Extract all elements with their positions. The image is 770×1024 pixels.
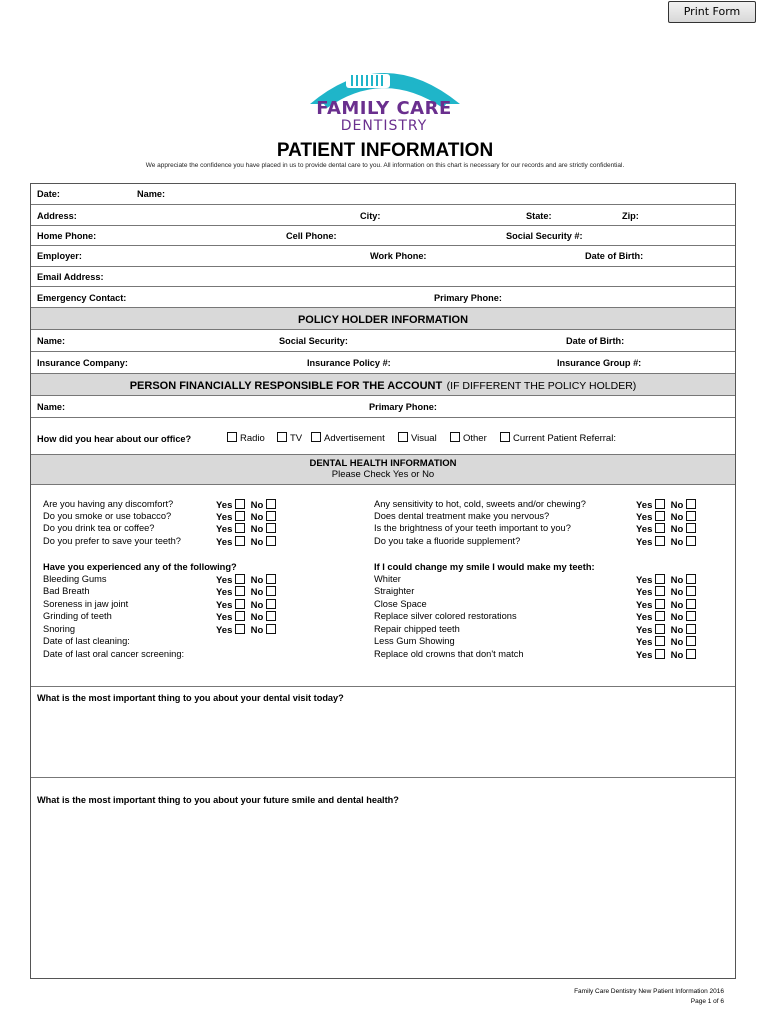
yes-no-brightness: Yes No [636,523,699,535]
email-field[interactable]: Email Address: [37,272,104,282]
yes-checkbox[interactable] [655,523,665,533]
yes-no-save-teeth: Yes No [216,536,279,548]
policy-holder-title: POLICY HOLDER INFORMATION [297,314,469,326]
yes-checkbox[interactable] [655,636,665,646]
dental-questions [31,485,735,687]
yes-checkbox[interactable] [655,574,665,584]
yes-checkbox[interactable] [655,511,665,521]
date-field[interactable]: Date: [37,189,60,199]
yes-no-fluoride: Yes No [636,536,699,548]
experienced-heading: Have you experienced any of the following? [43,562,237,572]
logo [284,60,484,138]
policy-dob-field[interactable]: Date of Birth: [566,336,625,346]
dob-field[interactable]: Date of Birth: [585,251,644,261]
question-save-teeth: Do you prefer to save your teeth? [43,536,181,546]
yes-checkbox[interactable] [655,536,665,546]
logo-line1: FAMILY CARE [316,98,452,119]
referral-question: How did you hear about our office? [37,434,192,444]
future-smile-label: What is the most important thing to you about your future smile and dental health? [37,795,399,805]
yes-checkbox[interactable] [655,599,665,609]
no-checkbox[interactable] [686,511,696,521]
question-discomfort: Are you having any discomfort? [43,499,174,509]
yes-checkbox[interactable] [235,599,245,609]
question-jaw-soreness: Soreness in jaw joint [43,599,129,609]
footer-title: Family Care Dentistry New Patient Information 2016 [574,988,724,995]
no-checkbox[interactable] [686,586,696,596]
question-tea-coffee: Do you drink tea or coffee? [43,523,155,533]
no-checkbox[interactable] [686,574,696,584]
no-checkbox[interactable] [686,649,696,659]
yes-checkbox[interactable] [655,499,665,509]
footer-page-number: Page 1 of 6 [690,998,724,1005]
no-checkbox[interactable] [266,574,276,584]
referral-other[interactable]: Other [450,432,487,444]
last-cleaning-field[interactable]: Date of last cleaning: [43,636,130,646]
responsible-title-note: (IF DIFFERENT THE POLICY HOLDER) [446,380,637,392]
no-checkbox[interactable] [266,611,276,621]
row-address [31,205,735,226]
option-close-space: Close Space [374,599,427,609]
ssn-field[interactable]: Social Security #: [506,231,583,241]
yes-no-straighter: Yes No [636,586,699,598]
no-checkbox[interactable] [686,536,696,546]
yes-no-bleeding-gums: Yes No [216,574,279,586]
yes-checkbox[interactable] [235,511,245,521]
option-repair-chipped: Repair chipped teeth [374,624,460,634]
insurance-group-field[interactable]: Insurance Group #: [557,358,642,368]
responsible-title: PERSON FINANCIALLY RESPONSIBLE FOR THE ACCOUNT [129,380,443,392]
no-checkbox[interactable] [686,599,696,609]
yes-no-bad-breath: Yes No [216,586,279,598]
yes-checkbox[interactable] [235,536,245,546]
yes-no-whiter: Yes No [636,574,699,586]
visit-today-question[interactable] [31,687,735,778]
row-referral [31,418,735,455]
no-checkbox[interactable] [266,523,276,533]
checkbox-icon[interactable] [311,432,321,442]
yes-no-close-space: Yes No [636,599,699,611]
referral-visual[interactable]: Visual [398,432,437,444]
yes-no-snoring: Yes No [216,624,279,636]
question-bleeding-gums: Bleeding Gums [43,574,107,584]
yes-checkbox[interactable] [655,586,665,596]
checkbox-icon[interactable] [227,432,237,442]
referral-tv[interactable]: TV [277,432,302,444]
yes-no-replace-crowns: Yes No [636,649,699,661]
yes-no-discomfort: Yes No [216,499,279,511]
primary-phone-field[interactable]: Primary Phone: [434,293,502,303]
yes-checkbox[interactable] [235,611,245,621]
insurance-company-field[interactable]: Insurance Company: [37,358,128,368]
dental-title: DENTAL HEALTH INFORMATION [309,458,457,469]
option-straighter: Straighter [374,586,415,596]
yes-checkbox[interactable] [235,523,245,533]
referral-current-patient[interactable]: Current Patient Referral: [500,432,616,444]
yes-no-less-gum: Yes No [636,636,699,648]
no-checkbox[interactable] [266,624,276,634]
dental-header [31,455,735,485]
question-snoring: Snoring [43,624,76,634]
dental-note: Please Check Yes or No [331,469,435,480]
option-replace-silver: Replace silver colored restorations [374,611,517,621]
question-brightness: Is the brightness of your teeth important to you? [374,523,571,533]
name-field[interactable]: Name: [137,189,166,199]
no-checkbox[interactable] [686,636,696,646]
row-employer [31,246,735,267]
no-checkbox[interactable] [686,624,696,634]
policy-name-field[interactable]: Name: [37,336,66,346]
yes-no-replace-silver: Yes No [636,611,699,623]
yes-no-sensitivity: Yes No [636,499,699,511]
checkbox-icon[interactable] [500,432,510,442]
row-insurance [31,352,735,374]
yes-checkbox[interactable] [235,499,245,509]
work-phone-field[interactable]: Work Phone: [370,251,427,261]
option-replace-crowns: Replace old crowns that don't match [374,649,524,659]
yes-checkbox[interactable] [655,649,665,659]
question-grinding: Grinding of teeth [43,611,112,621]
yes-checkbox[interactable] [235,574,245,584]
yes-no-grinding: Yes No [216,611,279,623]
change-smile-heading: If I could change my smile I would make my teeth: [374,562,595,572]
print-form-button[interactable]: Print Form [668,1,756,23]
employer-field[interactable]: Employer: [37,251,82,261]
page-subtitle: We appreciate the confidence you have placed in us to provide dental care to you. All information on this chart is necessary for our records and are strictly confidential. [145,162,625,169]
row-email [31,267,735,287]
option-less-gum: Less Gum Showing [374,636,455,646]
no-checkbox[interactable] [686,611,696,621]
yes-checkbox[interactable] [235,586,245,596]
logo-line2: DENTISTRY [340,118,428,134]
row-phones [31,226,735,246]
no-checkbox[interactable] [266,599,276,609]
row-policy-name [31,330,735,352]
question-sensitivity: Any sensitivity to hot, cold, sweets and/or chewing? [374,499,586,509]
no-checkbox[interactable] [266,586,276,596]
insurance-policy-field[interactable]: Insurance Policy #: [307,358,391,368]
question-bad-breath: Bad Breath [43,586,90,596]
city-field[interactable]: City: [360,211,381,221]
referral-advertisement[interactable]: Advertisement [311,432,385,444]
visit-today-label: What is the most important thing to you about your dental visit today? [37,693,344,703]
yes-no-tea-coffee: Yes No [216,523,279,535]
question-nervous: Does dental treatment make you nervous? [374,511,550,521]
last-cancer-screening-field[interactable]: Date of last oral cancer screening: [43,649,185,659]
checkbox-icon[interactable] [398,432,408,442]
no-checkbox[interactable] [686,523,696,533]
yes-no-nervous: Yes No [636,511,699,523]
checkbox-icon[interactable] [277,432,287,442]
question-tobacco: Do you smoke or use tobacco? [43,511,172,521]
no-checkbox[interactable] [266,499,276,509]
no-checkbox[interactable] [266,511,276,521]
option-whiter: Whiter [374,574,401,584]
row-date-name [31,184,735,205]
checkbox-icon[interactable] [450,432,460,442]
row-responsible [31,396,735,418]
referral-radio[interactable]: Radio [227,432,265,444]
no-checkbox[interactable] [686,499,696,509]
state-field[interactable]: State: [526,211,552,221]
yes-checkbox[interactable] [655,624,665,634]
yes-checkbox[interactable] [235,624,245,634]
page-title: PATIENT INFORMATION [276,140,494,161]
yes-no-jaw-soreness: Yes No [216,599,279,611]
row-emergency [31,287,735,308]
yes-no-repair-chipped: Yes No [636,624,699,636]
emergency-contact-field[interactable]: Emergency Contact: [37,293,127,303]
responsible-header [31,374,735,396]
address-field[interactable]: Address: [37,211,77,221]
yes-checkbox[interactable] [655,611,665,621]
responsible-name-field[interactable]: Name: [37,402,66,412]
policy-holder-header [31,308,735,330]
patient-form [30,183,736,979]
cell-phone-field[interactable]: Cell Phone: [286,231,337,241]
yes-no-tobacco: Yes No [216,511,279,523]
no-checkbox[interactable] [266,536,276,546]
responsible-phone-field[interactable]: Primary Phone: [369,402,437,412]
policy-ssn-field[interactable]: Social Security: [279,336,348,346]
zip-field[interactable]: Zip: [622,211,639,221]
future-smile-question[interactable] [31,778,735,978]
question-fluoride: Do you take a fluoride supplement? [374,536,521,546]
home-phone-field[interactable]: Home Phone: [37,231,97,241]
